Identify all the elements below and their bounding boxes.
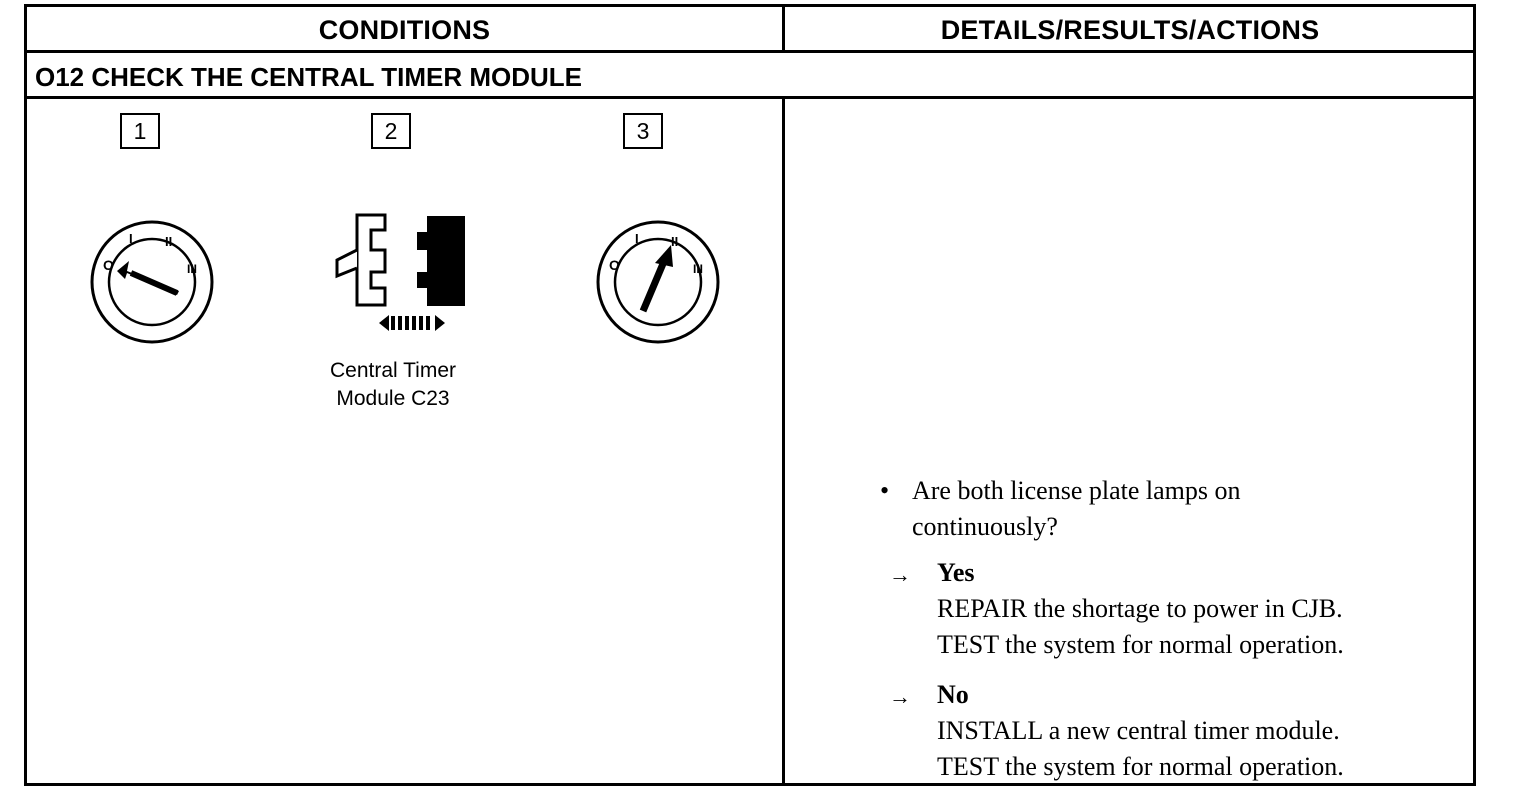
ignition-mark-start: III: [187, 262, 198, 276]
bullet-icon: •: [880, 476, 890, 505]
ignition-switch-run-icon: [593, 217, 723, 347]
step-2-caption: [283, 357, 503, 413]
connector-disconnect-icon: [327, 210, 477, 340]
diagnostic-table: [24, 4, 1476, 786]
details-header: DETAILS/RESULTS/ACTIONS: [940, 14, 1320, 45]
step-2-box: 2: [371, 113, 411, 149]
arrow-right-icon: →: [889, 562, 911, 587]
ignition-mark-acc: I: [129, 231, 133, 246]
arrow-right-icon: →: [889, 684, 911, 709]
ignition-mark-acc: I: [635, 231, 639, 246]
answer-yes-line-1: REPAIR the shortage to power in CJB.: [937, 594, 1343, 623]
answer-yes-line-2: TEST the system for normal operation.: [937, 630, 1344, 659]
ignition-mark-run: II: [671, 234, 679, 249]
answer-yes-label: Yes: [937, 558, 975, 587]
caption-line-2: Module C23: [336, 387, 450, 410]
header-divider: [782, 7, 785, 53]
question-text: [912, 473, 1342, 545]
ignition-switch-off-icon: [87, 217, 217, 347]
ignition-mark-start: III: [693, 262, 704, 276]
ignition-mark-off: O: [609, 257, 620, 273]
question-item: [880, 473, 1342, 545]
answer-no-label: No: [937, 680, 969, 709]
answer-no: [889, 677, 1344, 785]
answer-no-text: [937, 677, 1344, 785]
answer-yes: [889, 555, 1344, 663]
step-1-box: 1: [120, 113, 160, 149]
column-divider: [782, 96, 785, 786]
test-step-title: O12 CHECK THE CENTRAL TIMER MODULE: [35, 61, 582, 92]
answer-no-line-2: TEST the system for normal operation.: [937, 752, 1344, 781]
ignition-mark-off: O: [103, 257, 114, 273]
header-rule: [27, 50, 1473, 53]
answer-yes-text: [937, 555, 1344, 663]
conditions-header: CONDITIONS: [318, 14, 491, 45]
ignition-mark-run: II: [165, 234, 173, 249]
title-rule: [27, 96, 1473, 99]
question-line-2: continuously?: [912, 512, 1058, 541]
answer-no-line-1: INSTALL a new central timer module.: [937, 716, 1340, 745]
step-3-box: 3: [623, 113, 663, 149]
question-line-1: Are both license plate lamps on: [912, 476, 1241, 505]
caption-line-1: Central Timer: [329, 359, 457, 382]
